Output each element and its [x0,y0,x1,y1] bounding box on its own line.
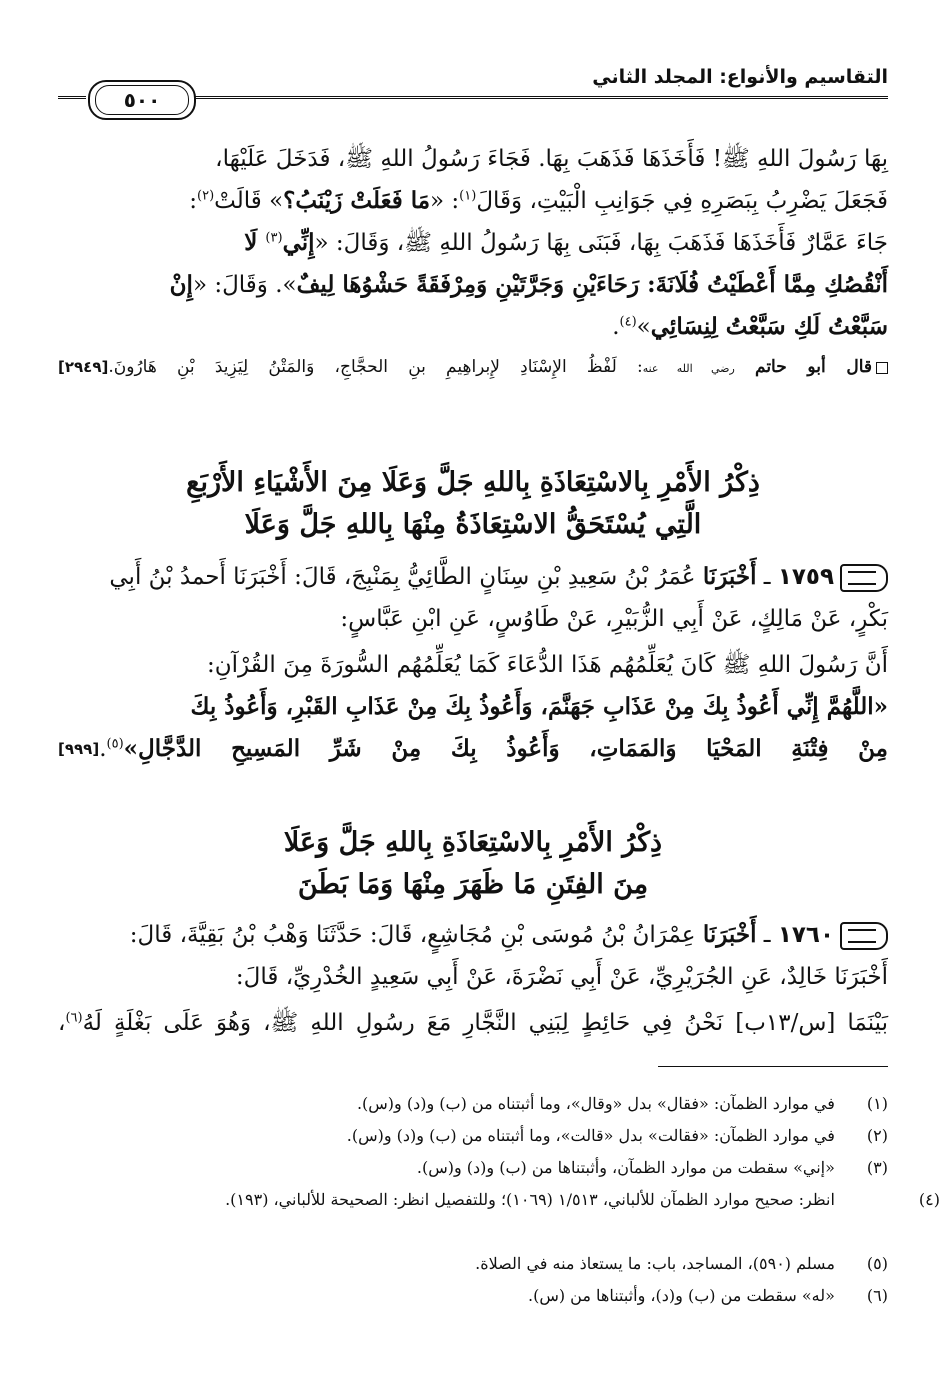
hadith-number: ١٧٥٩ [777,564,834,590]
footnote-ref: (٤) [619,314,637,330]
text-line: فَجَعَلَ يَضْرِبُ بِبَصَرِهِ فِي جَوَانِبِ الْبَيْتِ، وَقَالَ$^{(١)}$: «مَا فَعَلَتْ زَيْنَبُ؟» قَالَتْ$^{(٢)}$: [189,187,888,214]
text-line: مِنْ فِتْنَةِ المَحْيَا وَالمَمَاتِ، وَأَعُوذُ بِكَ مِنْ شَرِّ المَسِيحِ الدَّجَّالِ»$^{(٥)}$. [٩٩٩] [58,728,888,770]
footnote: (٢) في موارد الظمآن: «فقالت» بدل «قالت»، وما أثبتناه من (ب) و(د) و(س). [346,1126,888,1145]
footnote: (٥) مسلم (٥٩٠)، المساجد، باب: ما يستعاذ منه في الصلاة. [475,1254,888,1273]
text-line: أَخْبَرَنَا خَالِدٌ، عَنِ الجُرَيْرِيِّ، عَنْ أَبِي نَضْرَةَ، عَنْ أَبِي سَعِيدٍ الخُدْرِيِّ، قَالَ: [235,964,888,990]
footnote-ref: (٦) [65,1010,83,1026]
hadith-marker-icon [840,564,888,592]
hadith-marker-icon [840,922,888,950]
hadith-ref: [٢٩٤٩] [58,358,109,376]
footnote-separator [658,1066,888,1067]
text-line: أَنْقُصُكِ مِمَّا أَعْطَيْتُ فُلَانَةَ: رَحَاءَيْنِ وَجَرَّتَيْنِ وَمِرْفَقَةً حَشْوُهَا لِيفٌ». وَقَالَ: «إِنْ [169,271,888,298]
text-line: سَبَّعْتُ لَكِ سَبَّعْتُ لِنِسَائِي»$^{(٤)}$. [612,313,888,340]
footnote: (٦) «له» سقطت من (ب) و(د)، وأثبتناها من (س). [527,1286,888,1305]
section-heading: ذِكْرُ الأَمْرِ بِالاسْتِعَاذَةِ بِاللهِ جَلَّ وَعَلَا مِنَ الفِتَنِ مَا ظَهَرَ مِنْهَا وَمَا بَطَنَ [283,827,663,900]
footnote-ref: (١) [459,188,477,204]
text-line: بَيْنَمَا [س/١٣ب] نَحْنُ فِي حَائِطٍ لِبَنِي النَّجَّارِ مَعَ رسُولِ اللهِ ﷺ، وَهُوَ عَلَى بَغْلَةٍ لَهُ$^{(٦)}$، [58,1010,888,1036]
abu-hatim-note: قال أبو حاتم رضي الله عنه: لَفْظُ الإِسْنَادِ لإِبراهِيمِ بنِ الحجَّاجِ، وَالمَتْنُ لِيَزِيدَ بْنِ هَارُونَ. [٢٩٤٩] [58,352,888,384]
page-header [58,62,888,122]
abu-hatim-label: قال أبو حاتم [755,357,873,377]
footnote: (٣) «إني» سقطت من موارد الظمآن، وأثبتناها من (ب) و(د) و(س). [416,1158,888,1177]
footnote: (١) في موارد الظمآن: «فقال» بدل «وقال»، وما أثبتناه من (ب) و(د) و(س). [356,1094,888,1113]
text-line: ١٧٦٠ ـ أَخْبَرَنَا عِمْرَانُ بْنُ مُوسَى بْنِ مُجَاشِعٍ، قَالَ: حَدَّثَنَا وَهْبُ بْنُ بَقِيَّةَ، قَالَ: [58,914,888,956]
page-number: ٥٠٠ [88,80,196,120]
hadith-1760 [58,914,888,1044]
text-line: أَنَّ رَسُولَ اللهِ ﷺ كَانَ يُعَلِّمُهُم هَذَا الدُّعَاءَ كَمَا يُعَلِّمُهُم السُّورَةَ مِنَ القُرْآنِ: [207,652,888,678]
section-heading: ذِكْرُ الأَمْرِ بِالاسْتِعَاذَةِ بِاللهِ جَلَّ وَعَلَا مِنَ الأَشْيَاءِ الأَرْبَعِ الَّتِي يُسْتَحَقُّ الاسْتِعَاذَةُ مِنْهَا بِاللهِ جَلَّ وَعَلَا [186,467,760,540]
text-paragraph [58,138,888,348]
quote-text: مَا فَعَلَتْ زَيْنَبُ؟ [283,187,431,214]
hadith-ref: [٩٩٩] [58,740,100,758]
hadith-1759 [58,556,888,770]
text-line: بَكْرٍ، عَنْ مَالِكٍ، عَنْ أَبِي الزُّبَيْرِ، عَنْ طَاوُسٍ، عَنِ ابْنِ عَبَّاسٍ: [340,606,888,632]
footnote-ref: (٢) [197,188,215,204]
text-line: جَاءَ عَمَّارٌ فَأَخَذَهَا فَذَهَبَ بِهَا، فَبَنَى بِهَا رَسُولُ اللهِ ﷺ، وَقَالَ: «إِنِّي$^{(٣)}$ لَا [244,229,888,256]
header-rule-left [58,96,86,99]
square-bullet-icon [876,362,888,374]
text-line: بِهَا رَسُولَ اللهِ ﷺ! فَأَخَذَهَا فَذَهَبَ بِهَا. فَجَاءَ رَسُولُ اللهِ ﷺ، فَدَخَلَ عَلَيْهَا، [215,146,888,172]
honorific: رضي الله عنه [642,362,735,375]
text-line: «اللَّهُمَّ إِنِّي أَعُوذُ بِكَ مِنْ عَذَابِ جَهَنَّمَ، وَأَعُوذُ بِكَ مِنْ عَذَابِ القَبْرِ، وَأَعُوذُ بِكَ [190,693,888,720]
footnote-ref: (٥) [106,736,124,752]
hadith-number: ١٧٦٠ [777,922,834,948]
footnote-ref: (٣) [265,230,283,246]
text-line: ١٧٥٩ ـ أَخْبَرَنَا عُمَرُ بْنُ سَعِيدِ بْنِ سِنَانٍ الطَّائِيُّ بِمَنْبِجَ، قَالَ: أَخْبَرَنَا أَحمدُ بْنُ أَبِي [58,556,888,598]
header-rule [136,96,888,99]
footnote: (٤) انظر: صحيح موارد الظمآن للألباني، ١/٥١٣ (١٠٦٩)؛ وللتفصيل انظر: الصحيحة للألباني، (١٩٣). [225,1190,940,1209]
running-title: التقاسيم والأنواع: المجلد الثاني [592,66,888,88]
